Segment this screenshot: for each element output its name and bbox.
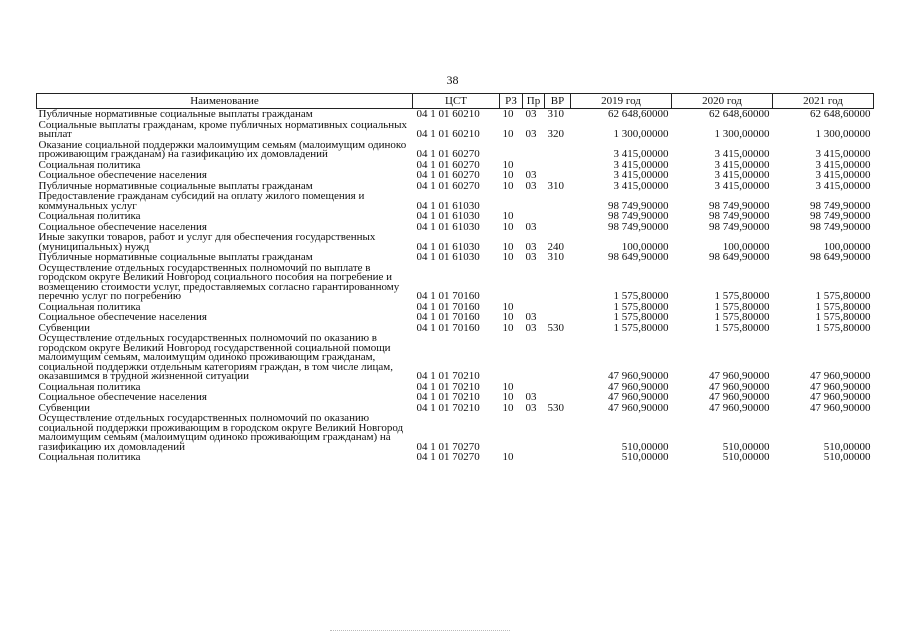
- row-rz: [500, 413, 523, 452]
- row-vr: [545, 452, 571, 463]
- row-name: Социальное обеспечение населения: [38, 169, 207, 181]
- row-2019: 1 575,80000: [613, 290, 669, 302]
- row-vr: [545, 263, 571, 302]
- row-name: Осуществление отдельных государственных полномочий по оказанию в городском округе Великий Новгород государственной социальной помощи малоимущим семьям, малоимущим одиноко проживающим гражданам, социальной поддержки отдельным категориям граждан, в том числе лицам, оказавшимся в трудной жизненной ситуации: [38, 332, 393, 382]
- row-2020: 47 960,90000: [709, 370, 770, 382]
- row-rz: [500, 333, 523, 382]
- row-vr: [545, 140, 571, 160]
- row-vr: [545, 222, 571, 233]
- row-pr: 03: [525, 128, 537, 140]
- row-2019: 98 749,90000: [608, 199, 669, 212]
- row-pr: [523, 413, 545, 452]
- table-row: [37, 170, 874, 181]
- row-2019: 47 960,90000: [608, 401, 669, 414]
- row-vr: [545, 413, 571, 452]
- row-2019: 98 749,90000: [608, 210, 669, 222]
- row-pr: [523, 452, 545, 463]
- row-cst: 04 1 01 60270: [416, 158, 480, 171]
- table-row: [37, 140, 874, 160]
- row-name: Социальное обеспечение населения: [38, 220, 207, 233]
- row-vr: [545, 382, 571, 393]
- row-pr: [523, 263, 545, 302]
- table-row: [37, 413, 874, 452]
- row-pr: 03: [525, 220, 537, 233]
- row-name: Публичные нормативные социальные выплаты гражданам: [38, 251, 313, 263]
- row-vr: 320: [547, 128, 564, 140]
- header-2019: 2019 год: [571, 94, 672, 109]
- header-2021: 2021 год: [773, 94, 874, 109]
- row-cst: 04 1 01 61030: [416, 220, 480, 233]
- row-2019: 62 648,60000: [608, 108, 669, 120]
- row-2020: 1 575,80000: [714, 311, 770, 323]
- row-rz: 10: [502, 169, 514, 181]
- table-row: [37, 232, 874, 252]
- row-2020: 62 648,60000: [709, 108, 770, 120]
- row-cst: 04 1 01 61030: [416, 240, 480, 253]
- row-rz: 10: [502, 240, 514, 253]
- row-2019: 47 960,90000: [608, 380, 669, 393]
- row-2020: 1 300,00000: [714, 128, 770, 140]
- row-cst: 04 1 01 70210: [416, 401, 480, 414]
- row-2021: 1 575,80000: [815, 311, 871, 323]
- row-rz: 10: [502, 391, 514, 403]
- table-row: [37, 109, 874, 120]
- row-2021: 1 575,80000: [815, 290, 871, 302]
- row-vr: [545, 312, 571, 323]
- row-2019: 1 575,80000: [613, 300, 669, 313]
- row-name: Социальная политика: [38, 300, 141, 313]
- row-vr: [545, 170, 571, 181]
- table-row: [37, 191, 874, 211]
- row-2021: 510,00000: [823, 451, 871, 463]
- row-cst: 04 1 01 60270: [416, 169, 480, 181]
- row-2019: 3 415,00000: [613, 169, 669, 181]
- row-2021: 3 415,00000: [815, 169, 871, 181]
- row-name: Социальное обеспечение населения: [38, 391, 207, 403]
- table-row: [37, 333, 874, 382]
- row-vr: 310: [547, 179, 564, 192]
- row-2021: 98 749,90000: [810, 220, 871, 233]
- row-pr: 03: [525, 391, 537, 403]
- row-name: Социальная политика: [38, 451, 141, 463]
- row-pr: [523, 333, 545, 382]
- row-2021: 62 648,60000: [810, 108, 871, 120]
- table-row: [37, 252, 874, 263]
- row-2020: 510,00000: [722, 451, 770, 463]
- row-rz: [500, 191, 523, 211]
- row-vr: [545, 392, 571, 403]
- header-vr: ВР: [545, 94, 571, 109]
- row-cst: 04 1 01 60270: [416, 179, 480, 192]
- row-2020: 98 749,90000: [709, 210, 770, 222]
- row-name: Социальная политика: [38, 380, 141, 393]
- row-pr: 03: [525, 240, 537, 253]
- row-vr: 530: [547, 401, 564, 414]
- row-cst: 04 1 01 70210: [416, 391, 480, 403]
- row-cst: 04 1 01 61030: [416, 251, 480, 263]
- row-pr: [523, 211, 545, 222]
- row-rz: 10: [502, 380, 514, 393]
- row-2019: 510,00000: [621, 451, 669, 463]
- row-pr: 03: [525, 311, 537, 323]
- row-pr: 03: [525, 179, 537, 192]
- row-2019: 1 575,80000: [613, 321, 669, 334]
- row-2020: 1 575,80000: [714, 290, 770, 302]
- row-cst: 04 1 01 70210: [416, 370, 480, 382]
- row-2020: 47 960,90000: [709, 401, 770, 414]
- row-2020: 1 575,80000: [714, 300, 770, 313]
- row-vr: 240: [547, 240, 564, 253]
- table-row: [37, 120, 874, 140]
- row-2020: 3 415,00000: [714, 158, 770, 171]
- row-vr: [545, 191, 571, 211]
- row-2021: 1 300,00000: [815, 128, 871, 140]
- row-rz: 10: [502, 300, 514, 313]
- row-cst: 04 1 01 70160: [416, 290, 480, 302]
- table-row: [37, 312, 874, 323]
- row-rz: [500, 140, 523, 160]
- row-2019: 1 300,00000: [613, 128, 669, 140]
- row-2019: 3 415,00000: [613, 179, 669, 192]
- row-name: Социальные выплаты гражданам, кроме публичных нормативных социальных выплат: [38, 118, 407, 140]
- row-cst: 04 1 01 70160: [416, 311, 480, 323]
- row-vr: 310: [547, 108, 564, 120]
- budget-table: [36, 93, 874, 463]
- table-row: [37, 211, 874, 222]
- row-2021: 100,00000: [823, 240, 871, 253]
- row-2020: 47 960,90000: [709, 391, 770, 403]
- row-rz: 10: [502, 401, 514, 414]
- row-2021: 98 749,90000: [810, 199, 871, 212]
- row-2019: 47 960,90000: [608, 391, 669, 403]
- row-name: Иные закупки товаров, работ и услуг для обеспечения государственных (муниципальных) нужд: [38, 231, 376, 253]
- row-2019: 3 415,00000: [613, 158, 669, 171]
- row-name: Публичные нормативные социальные выплаты гражданам: [38, 179, 313, 192]
- row-pr: [523, 191, 545, 211]
- row-rz: 10: [502, 321, 514, 334]
- row-rz: 10: [502, 128, 514, 140]
- row-2019: 3 415,00000: [613, 148, 669, 160]
- row-2020: 98 749,90000: [709, 199, 770, 212]
- row-name: Осуществление отдельных государственных полномочий по выплате в городском округе Великий Новгород социального пособия на погребение и возмещению стоимости услуг, предоставляемых согласно гарантированному перечню услуг по погребению: [38, 261, 400, 302]
- row-cst: 04 1 01 60210: [416, 108, 480, 120]
- row-2021: 3 415,00000: [815, 179, 871, 192]
- row-2021: 510,00000: [823, 440, 871, 453]
- row-2021: 1 575,80000: [815, 321, 871, 334]
- row-name: Оказание социальной поддержки малоимущим семьям (малоимущим одиноко проживающим гражданам) на газификацию их домовладений: [38, 138, 407, 160]
- row-2020: 3 415,00000: [714, 148, 770, 160]
- row-2021: 1 575,80000: [815, 300, 871, 313]
- table-row: [37, 263, 874, 302]
- table-row: [37, 392, 874, 403]
- row-2020: 47 960,90000: [709, 380, 770, 393]
- row-2019: 98 749,90000: [608, 220, 669, 233]
- row-2019: 1 575,80000: [613, 311, 669, 323]
- row-rz: 10: [502, 311, 514, 323]
- row-cst: 04 1 01 70270: [416, 440, 480, 453]
- table-body: [37, 109, 874, 463]
- row-2021: 98 649,90000: [810, 251, 871, 263]
- row-2020: 3 415,00000: [714, 169, 770, 181]
- header-2020: 2020 год: [672, 94, 773, 109]
- row-pr: 03: [525, 401, 537, 414]
- row-cst: 04 1 01 61030: [416, 199, 480, 212]
- row-2020: 510,00000: [722, 440, 770, 453]
- header-rz: РЗ: [500, 94, 523, 109]
- row-rz: 10: [502, 220, 514, 233]
- row-2020: 3 415,00000: [714, 179, 770, 192]
- row-vr: [545, 160, 571, 171]
- row-name: Социальная политика: [38, 158, 141, 171]
- row-rz: 10: [502, 451, 514, 463]
- row-vr: [545, 333, 571, 382]
- row-2020: 98 749,90000: [709, 220, 770, 233]
- row-name: Социальное обеспечение населения: [38, 311, 207, 323]
- row-pr: 03: [525, 169, 537, 181]
- footer-mark: [330, 630, 510, 635]
- row-name: Публичные нормативные социальные выплаты гражданам: [38, 108, 313, 120]
- row-2021: 47 960,90000: [810, 370, 871, 382]
- row-vr: 310: [547, 251, 564, 263]
- row-2020: 100,00000: [722, 240, 770, 253]
- row-pr: 03: [525, 108, 537, 120]
- row-rz: 10: [502, 251, 514, 263]
- row-pr: 03: [525, 321, 537, 334]
- header-pr: Пр: [523, 94, 545, 109]
- header-cst: ЦСТ: [413, 94, 500, 109]
- row-2021: 47 960,90000: [810, 401, 871, 414]
- row-2019: 98 649,90000: [608, 251, 669, 263]
- row-2021: 47 960,90000: [810, 391, 871, 403]
- row-name: Субвенции: [38, 321, 91, 334]
- row-2019: 100,00000: [621, 240, 669, 253]
- row-cst: 04 1 01 60270: [416, 148, 480, 160]
- row-2021: 3 415,00000: [815, 158, 871, 171]
- row-rz: 10: [502, 158, 514, 171]
- row-vr: 530: [547, 321, 564, 334]
- row-cst: 04 1 01 60210: [416, 128, 480, 140]
- row-name: Социальная политика: [38, 210, 141, 222]
- row-2021: 98 749,90000: [810, 210, 871, 222]
- header-row: [37, 94, 874, 109]
- row-2020: 1 575,80000: [714, 321, 770, 334]
- row-vr: [545, 211, 571, 222]
- row-2020: 98 649,90000: [709, 251, 770, 263]
- header-name: Наименование: [37, 94, 413, 109]
- row-rz: 10: [502, 210, 514, 222]
- row-cst: 04 1 01 70160: [416, 321, 480, 334]
- row-2021: 3 415,00000: [815, 148, 871, 160]
- row-2019: 510,00000: [621, 440, 669, 453]
- row-cst: 04 1 01 70160: [416, 300, 480, 313]
- row-pr: [523, 140, 545, 160]
- row-pr: 03: [525, 251, 537, 263]
- row-vr: [545, 302, 571, 313]
- row-cst: 04 1 01 70210: [416, 380, 480, 393]
- row-2021: 47 960,90000: [810, 380, 871, 393]
- row-2019: 47 960,90000: [608, 370, 669, 382]
- page-number: 38: [446, 73, 459, 87]
- row-rz: 10: [502, 179, 514, 192]
- row-name: Предоставление гражданам субсидий на оплату жилого помещения и коммунальных услуг: [38, 190, 365, 212]
- table-row: [37, 452, 874, 463]
- row-rz: 10: [502, 108, 514, 120]
- row-cst: 04 1 01 61030: [416, 210, 480, 222]
- row-rz: [500, 263, 523, 302]
- row-name: Субвенции: [38, 401, 91, 414]
- row-cst: 04 1 01 70270: [416, 451, 480, 463]
- row-name: Осуществление отдельных государственных полномочий по оказанию социальной поддержки проживающим в городском округе Великий Новгород малоимущим семьям (малоимущим одиноко проживающим гражданам) на газификацию их домовладений: [38, 412, 404, 453]
